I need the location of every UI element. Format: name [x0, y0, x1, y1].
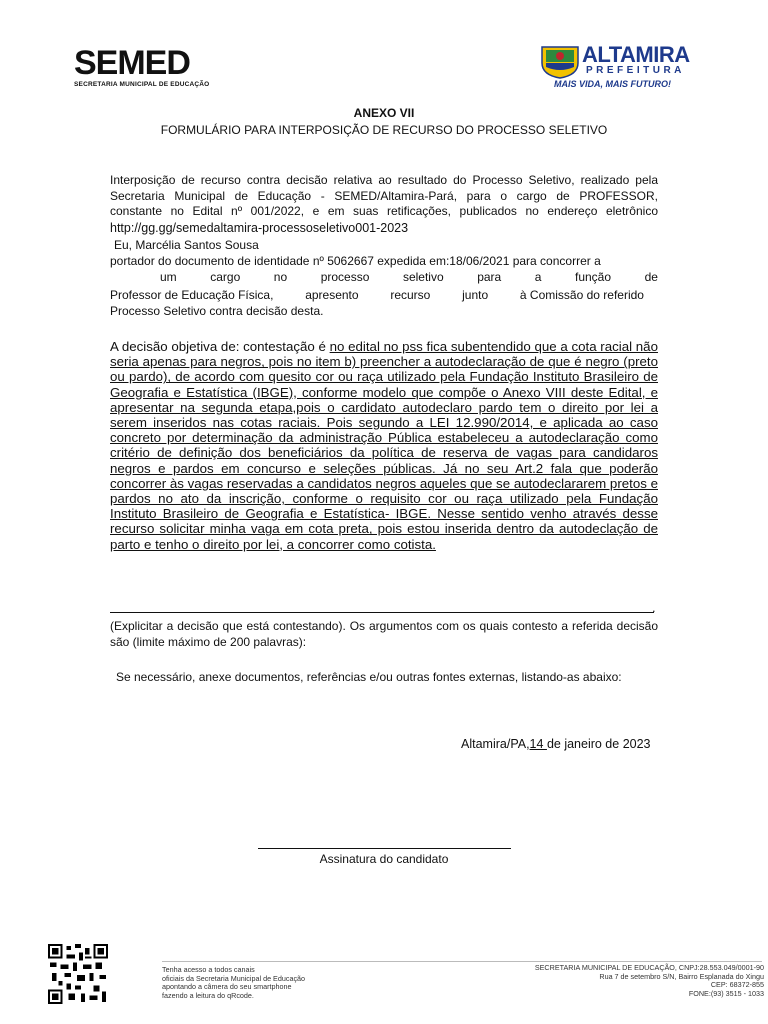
professor-word: Professor de Educação Física, [110, 288, 274, 302]
intro-line-3: constante no Edital nº 001/2022, e em suas retificações, publicados no endereço eletrônico [110, 204, 658, 218]
cargo-word: de [644, 270, 658, 284]
cargo-word: cargo [210, 270, 241, 284]
cargo-word: processo [320, 270, 370, 284]
footer-divider [162, 961, 762, 962]
footer-qr-caption [162, 966, 305, 1000]
footer-right-line: CEP: 68372-855 [710, 980, 764, 990]
cargo-word: um [160, 270, 177, 284]
signature-label: Assinatura do candidato [319, 852, 449, 866]
decision-body: no edital no pss fica subentendido que a cota racial não seria apenas para negros, pois no item b) preencher a autodeclaração de que é negro (preto ou pardo), de acordo com quesito cor ou raça utilizado pela Fundação Instituto Brasileiro de Geografia e Estatística (IBGE), conforme modelo que compõe o Anexo VIII deste Edital, e apresentar na segunda etapa,pois o cardidato autodeclaro pardo tem o direito por lei a serem inseridos nas cotas raciais. Pois segundo a LEI 12.990/2014, e aplicada ao caso concreto por determinação da administração Pública estabeleceu a autodeclaração como critério de definição dos beneficiários da política de reserva de vagas para candidaros negros e pardos em concurso e seleções públicas. Já no seu Art.2 fala que poderão concorrer às vagas reservadas a candidatos negros aqueles que se autodeclararem pretos e pardos no ato da inscrição, conforme o requisito cor ou raça utilizado pela Fundação Instituto Brasileiro de Geografia e Estatística- IBGE. Nesse sentido venho através desse recurso solicitar minha vaga em cota preta, pois estou inserida dentro da autodeclação de parto e tenho o direito por lei, a concorrer como cotista. [110, 339, 658, 552]
id-document-line: portador do documento de identidade nº 5062667 expedida em:18/06/2021 para concorrer a [110, 254, 601, 268]
cargo-word: função [575, 270, 612, 284]
cargo-word: para [477, 270, 502, 284]
professor-word: apresento [305, 288, 359, 302]
annex-title: ANEXO VII [353, 106, 415, 120]
blank-line [110, 612, 654, 613]
footer-left-line: apontando a câmera do seu smartphone [162, 982, 292, 992]
cargo-word: no [273, 270, 288, 284]
processo-line: Processo Seletivo contra decisão desta. [110, 304, 324, 318]
process-url: http://gg.gg/semedaltamira-processoseletivo001-2023 [110, 221, 409, 235]
candidate-name: Eu, Marcélia Santos Sousa [114, 238, 259, 252]
decision-prefix: A decisão objetiva de: contestação é [110, 339, 330, 354]
qr-code-icon [48, 944, 108, 1004]
professor-word: recurso [390, 288, 431, 302]
footer-left-line: Tenha acesso a todos canais [162, 965, 255, 974]
footer-right-line: SECRETARIA MUNICIPAL DE EDUCAÇÃO, CNPJ:28.553.049/0001-90 [534, 963, 764, 972]
cargo-line [110, 270, 658, 284]
footer-left-line: fazendo a leitura do qRcode. [162, 990, 254, 1000]
cargo-word: seletivo [402, 270, 444, 284]
altamira-emblem-icon [540, 43, 580, 79]
altamira-name: ALTAMIRA [582, 42, 690, 67]
semed-logo: SEMED [74, 44, 190, 82]
decision-text [110, 339, 658, 552]
date-place: Altamira/PA, [461, 737, 530, 751]
footer-contact [452, 964, 764, 998]
footer-left-line: oficiais da Secretaria Municipal de Educação [162, 973, 306, 983]
blank-line-dot: . [652, 600, 656, 615]
footer-right-line: Rua 7 de setembro S/N, Bairro Esplanada do Xingu [599, 971, 764, 981]
date-day: 14 [529, 737, 547, 751]
footer-right-line: FONE:(93) 3515 - 1033 [688, 988, 764, 998]
cargo-word: a [534, 270, 542, 284]
intro-paragraph [110, 173, 658, 220]
signature-line [258, 848, 511, 849]
professor-line [110, 288, 658, 302]
form-title: FORMULÁRIO PARA INTERPOSIÇÃO DE RECURSO DO PROCESSO SELETIVO [160, 123, 608, 137]
date-rest: de janeiro de 2023 [546, 737, 651, 751]
date-line [461, 737, 651, 751]
altamira-slogan: MAIS VIDA, MAIS FUTURO! [554, 79, 671, 89]
semed-subtitle: SECRETARIA MUNICIPAL DE EDUCAÇÃO [74, 81, 210, 88]
explicit-instructions: (Explicitar a decisão que está contestando). Os argumentos com os quais contesto a referida decisão são (limite máximo de 200 palavras): [110, 619, 658, 649]
altamira-prefeitura: PREFEITURA [586, 65, 685, 76]
intro-line-1: Interposição de recurso contra decisão relativa ao resultado do Processo Seletivo, realizado pela [110, 173, 658, 187]
professor-word: à Comissão do referido [519, 288, 644, 302]
attachments-instructions: Se necessário, anexe documentos, referências e/ou outras fontes externas, listando-as abaixo: [116, 670, 622, 684]
professor-word: junto [462, 288, 489, 302]
intro-line-2: Secretaria Municipal de Educação - SEMED/Altamira-Pará, para o cargo de PROFESSOR, [110, 188, 658, 203]
